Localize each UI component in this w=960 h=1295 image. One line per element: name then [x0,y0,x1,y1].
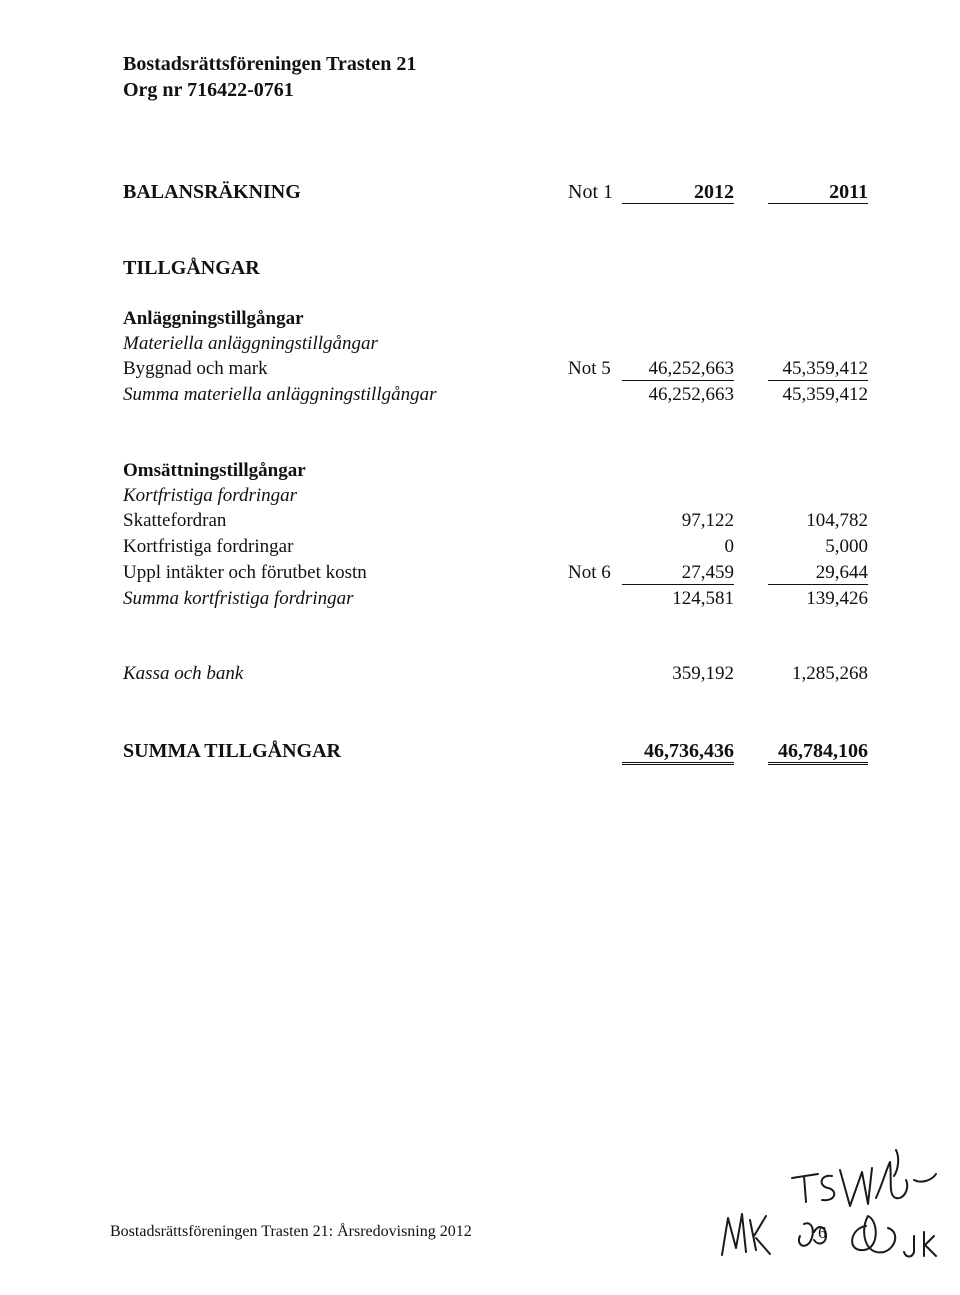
fixed-assets-heading: Anläggningstillgångar [123,308,304,329]
year-2012-header: 2012 [622,181,734,204]
sum-label: Summa kortfristiga fordringar [123,588,354,609]
row-value-2012: 46,252,663 [622,358,734,381]
total-value-2012: 46,736,436 [622,740,734,765]
sum-value-2012: 46,252,663 [648,384,734,405]
org-number: Org nr 716422-0761 [123,79,294,101]
tangible-assets-subheading: Materiella anläggningstillgångar [123,333,378,354]
row-value-2012: 27,459 [622,562,734,585]
sum-value-2011: 45,359,412 [782,384,868,405]
receivables-subheading: Kortfristiga fordringar [123,485,298,506]
row-value-2012: 97,122 [681,510,734,531]
row-label: Uppl intäkter och förutbet kostn [123,562,367,583]
row-value-2011: 29,644 [768,562,868,585]
cash-value-2012: 359,192 [672,663,734,684]
row-label: Kortfristiga fordringar [123,536,294,557]
page-number: 6 [818,1223,827,1242]
signature-initials [700,1140,960,1280]
row-value-2011: 45,359,412 [768,358,868,381]
sum-value-2012: 124,581 [672,588,734,609]
year-2011-header: 2011 [768,181,868,204]
total-label: SUMMA TILLGÅNGAR [123,740,341,762]
note-column-header: Not 1 [568,181,613,203]
row-label: Byggnad och mark [123,358,268,379]
current-assets-heading: Omsättningstillgångar [123,460,306,481]
footer-text: Bostadsrättsföreningen Trasten 21: Årsredovisning 2012 [110,1223,472,1240]
row-label: Skattefordran [123,510,227,531]
cash-label: Kassa och bank [123,663,244,684]
assets-heading: TILLGÅNGAR [123,257,260,279]
sum-value-2011: 139,426 [806,588,868,609]
row-note: Not 5 [568,358,611,379]
balance-title: BALANSRÄKNING [123,181,301,203]
org-name: Bostadsrättsföreningen Trasten 21 [123,53,417,75]
row-value-2011: 104,782 [806,510,868,531]
row-value-2012: 0 [724,536,734,557]
row-value-2011: 5,000 [825,536,868,557]
total-value-2011: 46,784,106 [768,740,868,765]
signature-drawing [700,1140,960,1280]
row-note: Not 6 [568,562,611,583]
sum-label: Summa materiella anläggningstillgångar [123,384,437,405]
cash-value-2011: 1,285,268 [792,663,868,684]
